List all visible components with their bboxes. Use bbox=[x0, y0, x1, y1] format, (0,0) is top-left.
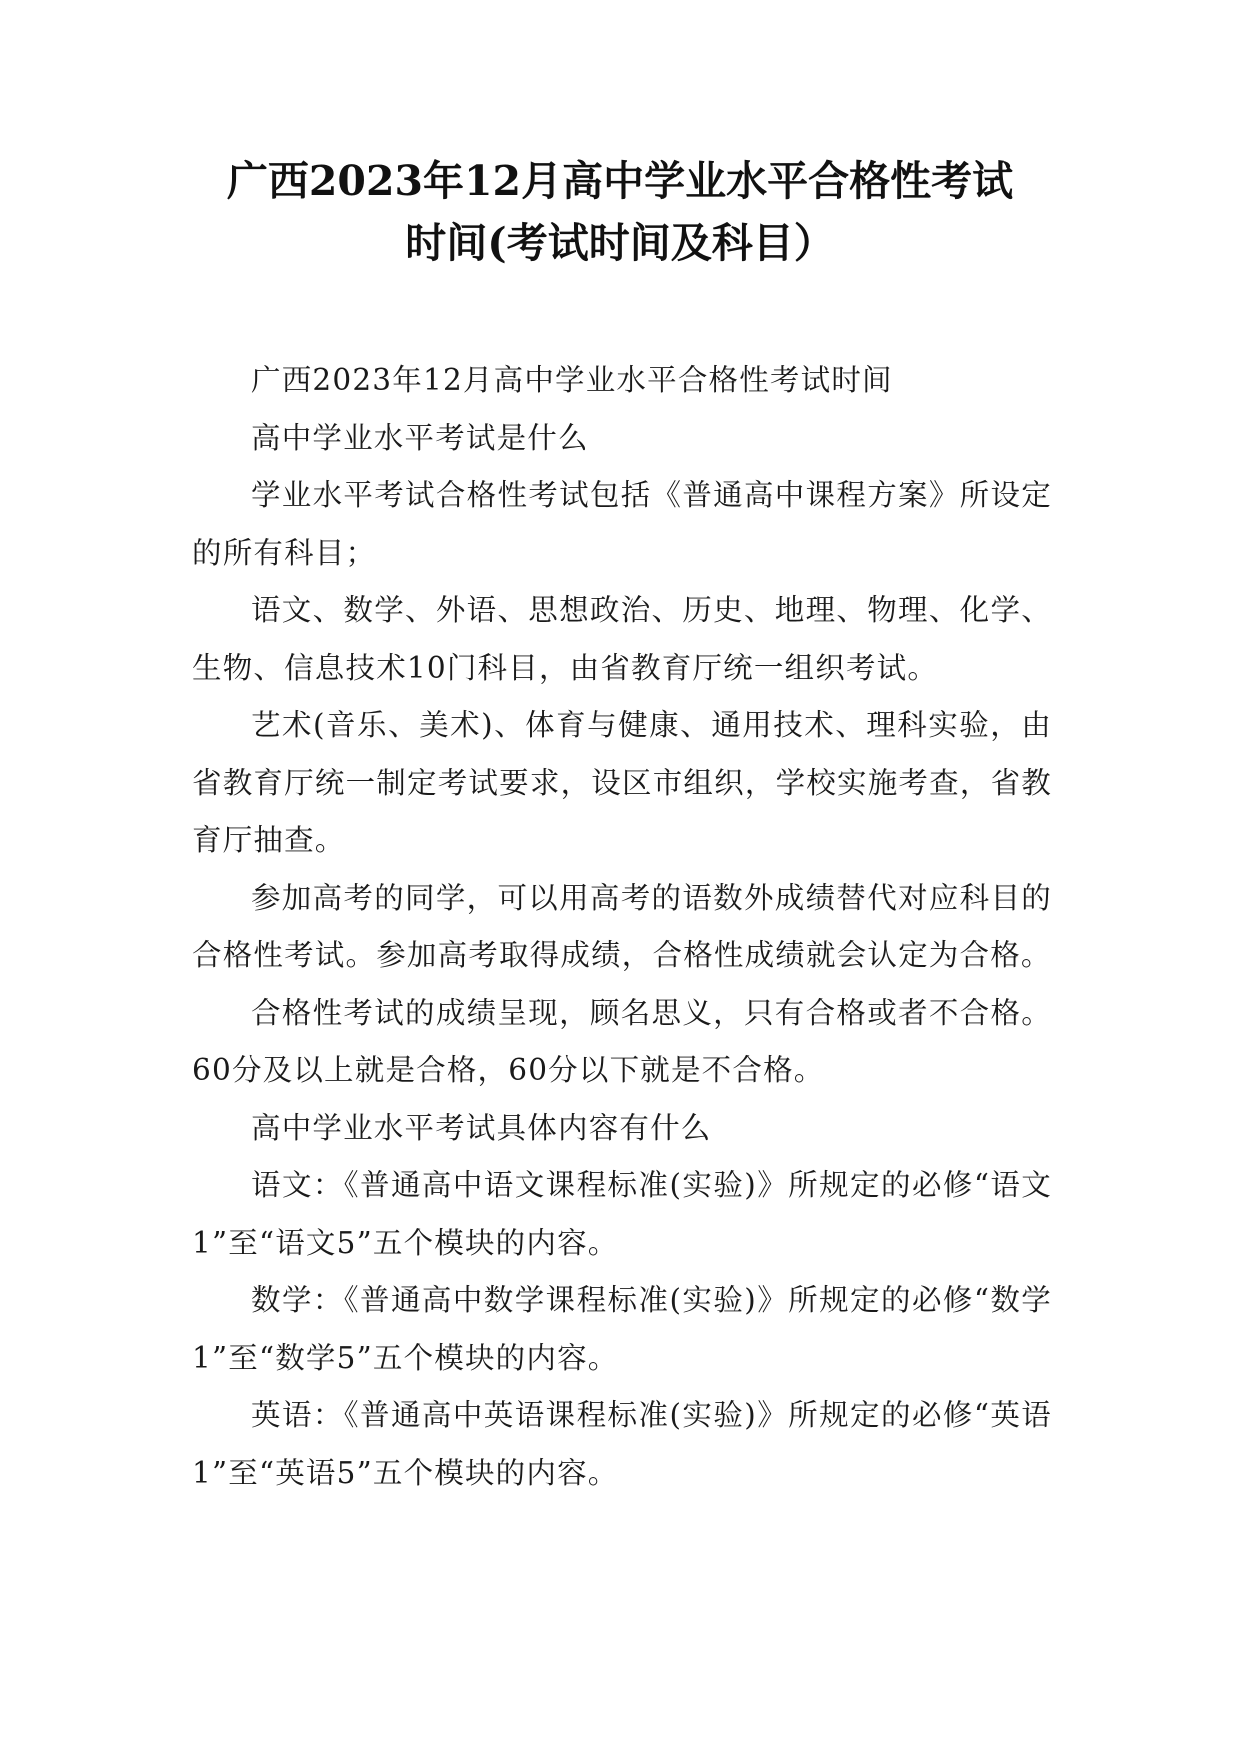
paragraph-scope: 学业水平考试合格性考试包括《普通高中课程方案》所设定的所有科目； bbox=[192, 478, 1052, 570]
paragraph-grading: 合格性考试的成绩呈现，顾名思义，只有合格或者不合格。60分及以上就是合格，60分以下就是不合格。 bbox=[192, 995, 1052, 1087]
title-line-1: 广西2023年12月高中学业水平合格性考试 bbox=[226, 157, 1014, 205]
paragraph-chinese: 语文：《普通高中语文课程标准(实验)》所规定的必修“语文1”至“语文5”五个模块的内容。 bbox=[192, 1168, 1052, 1260]
document-title bbox=[170, 150, 1070, 274]
paragraph-intro: 广西2023年12月高中学业水平合格性考试时间 bbox=[251, 363, 893, 397]
paragraph-gaokao: 参加高考的同学，可以用高考的语数外成绩替代对应科目的合格性考试。参加高考取得成绩，合格性成绩就会认定为合格。 bbox=[192, 880, 1052, 972]
document-body bbox=[192, 352, 1052, 1502]
paragraph-arts: 艺术(音乐、美术)、体育与健康、通用技术、理科实验，由省教育厅统一制定考试要求，设区市组织，学校实施考查，省教育厅抽查。 bbox=[192, 708, 1052, 857]
paragraph-english: 英语：《普通高中英语课程标准(实验)》所规定的必修“英语1”至“英语5”五个模块的内容。 bbox=[192, 1398, 1052, 1490]
paragraph-heading-what: 高中学业水平考试是什么 bbox=[251, 420, 589, 455]
paragraph-subjects: 语文、数学、外语、思想政治、历史、地理、物理、化学、生物、信息技术10门科目，由省教育厅统一组织考试。 bbox=[192, 593, 1052, 685]
paragraph-heading-content: 高中学业水平考试具体内容有什么 bbox=[251, 1110, 712, 1145]
title-line-2: 时间(考试时间及科目） bbox=[405, 219, 835, 267]
paragraph-math: 数学：《普通高中数学课程标准(实验)》所规定的必修“数学1”至“数学5”五个模块的内容。 bbox=[192, 1283, 1052, 1375]
